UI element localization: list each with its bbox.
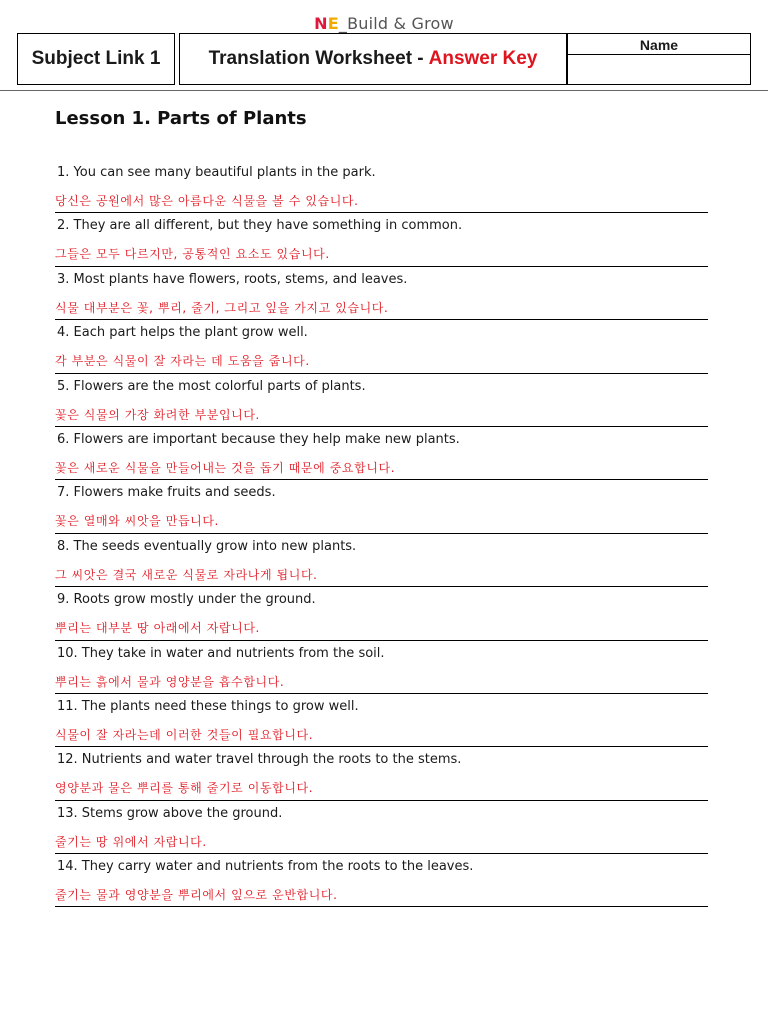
worksheet-header [17, 33, 751, 85]
english-sentence: 7. Flowers make fruits and seeds. [57, 485, 276, 501]
header-divider [0, 90, 768, 91]
brand-logo-e: E [327, 14, 339, 33]
english-sentence: 8. The seeds eventually grow into new plants. [57, 538, 357, 554]
name-field[interactable] [568, 55, 750, 84]
sentence-item [55, 427, 708, 480]
brand-logo-n: N [314, 14, 328, 33]
english-sentence: 4. Each part helps the plant grow well. [57, 325, 308, 341]
sentence-item [55, 374, 708, 427]
sentence-item [55, 534, 708, 587]
korean-translation: 식물 대부분은 꽃, 뿌리, 줄기, 그리고 잎을 가지고 있습니다. [55, 300, 389, 315]
english-sentence: 10. They take in water and nutrients from the soil. [57, 645, 385, 661]
english-sentence: 3. Most plants have flowers, roots, stems, and leaves. [57, 271, 408, 287]
english-sentence: 13. Stems grow above the ground. [57, 805, 283, 821]
korean-translation: 그들은 모두 다르지만, 공통적인 요소도 있습니다. [55, 247, 330, 262]
sentence-item [55, 267, 708, 320]
sentence-item [55, 213, 708, 266]
english-sentence: 5. Flowers are the most colorful parts of plants. [57, 378, 366, 394]
english-sentence: 12. Nutrients and water travel through the roots to the stems. [57, 752, 462, 768]
korean-translation: 각 부분은 식물이 잘 자라는 데 도움을 줍니다. [55, 354, 310, 369]
english-sentence: 11. The plants need these things to grow well. [57, 698, 359, 714]
english-sentence: 9. Roots grow mostly under the ground. [57, 592, 316, 608]
english-sentence: 14. They carry water and nutrients from the roots to the leaves. [57, 859, 474, 875]
korean-translation: 꽃은 새로운 식물을 만들어내는 것을 돕기 때문에 중요합니다. [55, 460, 396, 475]
name-box [567, 33, 751, 85]
lesson-title: Lesson 1. Parts of Plants [55, 108, 307, 129]
korean-translation: 뿌리는 흙에서 물과 영양분을 흡수합니다. [55, 674, 285, 689]
sentence-item [55, 480, 708, 533]
sentence-item [55, 747, 708, 800]
korean-translation: 줄기는 물과 영양분을 뿌리에서 잎으로 운반합니다. [55, 888, 338, 903]
korean-translation: 뿌리는 대부분 땅 아래에서 자랍니다. [55, 621, 260, 636]
korean-translation: 영양분과 물은 뿌리를 통해 줄기로 이동합니다. [55, 781, 314, 796]
sentence-item [55, 801, 708, 854]
worksheet-title: Translation Worksheet - [208, 48, 424, 69]
korean-translation: 줄기는 땅 위에서 자랍니다. [55, 834, 207, 849]
sentence-item [55, 160, 708, 213]
english-sentence: 6. Flowers are important because they help make new plants. [57, 431, 460, 447]
english-sentence: 2. They are all different, but they have something in common. [57, 218, 463, 234]
sentence-item [55, 694, 708, 747]
english-sentence: 1. You can see many beautiful plants in the park. [57, 165, 376, 180]
sentence-item [55, 641, 708, 694]
sentence-item [55, 854, 708, 907]
korean-translation: 식물이 잘 자라는데 이러한 것들이 필요합니다. [55, 727, 314, 742]
sentence-item [55, 320, 708, 373]
brand-logo [0, 14, 768, 33]
title-box [179, 33, 567, 85]
sentence-item [55, 587, 708, 640]
sentence-list [55, 160, 708, 907]
name-label: Name [568, 34, 750, 55]
korean-translation: 꽃은 열매와 씨앗을 만듭니다. [55, 514, 219, 529]
korean-translation: 꽃은 식물의 가장 화려한 부분입니다. [55, 407, 260, 422]
subject-label: Subject Link 1 [31, 48, 161, 69]
brand-logo-text: _Build & Grow [338, 14, 454, 33]
subject-box [17, 33, 175, 85]
korean-translation: 당신은 공원에서 많은 아름다운 식물을 볼 수 있습니다. [55, 194, 359, 208]
answer-key-label: Answer Key [428, 48, 538, 69]
korean-translation: 그 씨앗은 결국 새로운 식물로 자라나게 됩니다. [55, 567, 318, 582]
